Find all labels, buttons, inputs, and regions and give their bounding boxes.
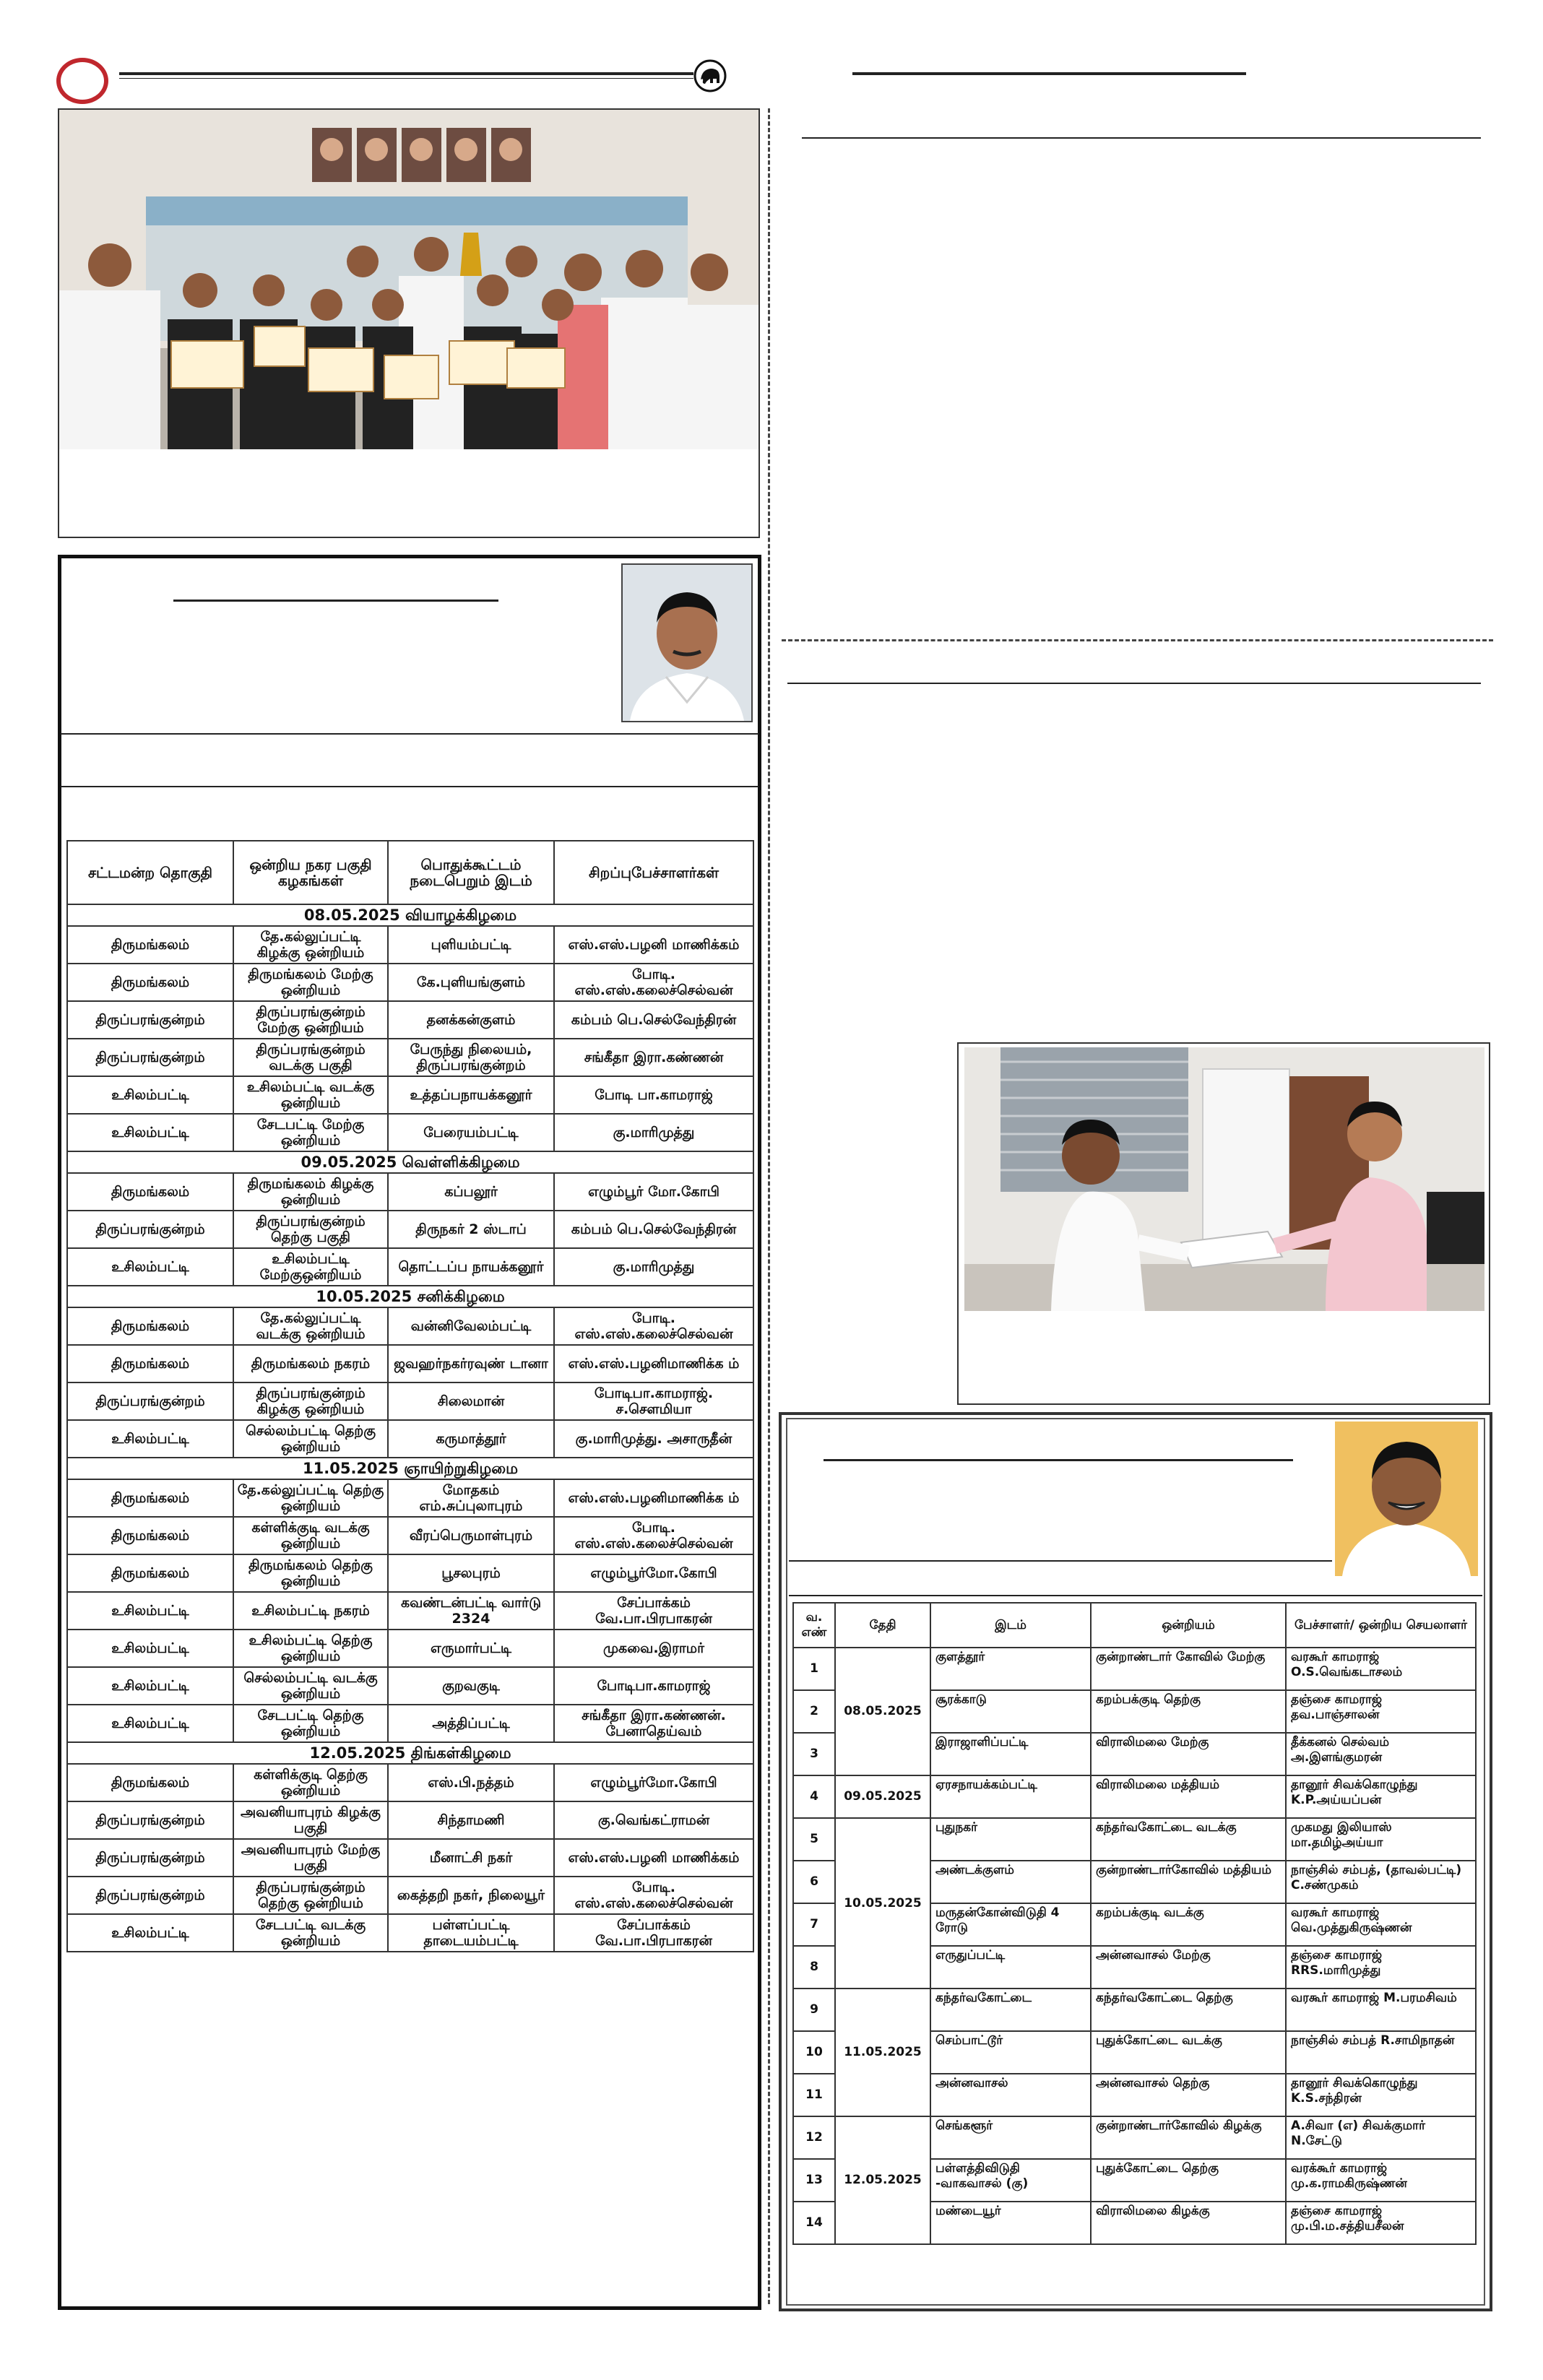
table-cell: கு.மாரிமுத்து. அசாருதீன் [554,1420,753,1458]
table-cell: உசிலம்பட்டி [67,1420,233,1458]
table-cell: குறவகுடி [388,1667,554,1705]
table-cell: திருப்பரங்குன்றம் வடக்கு பகுதி [233,1039,388,1076]
table-cell: புதுநகர் [930,1818,1091,1861]
table-cell: நாஞ்சில் சம்பத் R.சாமிநாதன் [1286,2031,1476,2074]
table-cell: திருமங்கலம் [67,926,233,964]
table-cell: உசிலம்பட்டி தெற்கு ஒன்றியம் [233,1630,388,1667]
table-cell: திருப்பரங்குன்றம் [67,1001,233,1039]
table-row [67,1667,753,1705]
table-cell: A.சிவா (எ) சிவக்குமார் N.சேட்டு [1286,2116,1476,2159]
table-header: சட்டமன்ற தொகுதி [67,841,233,904]
table-row [67,1001,753,1039]
table-cell: திருமங்கலம் [67,1764,233,1801]
table-cell: தானூர் சிவக்கொழுந்து K.P.அய்யப்பன் [1286,1775,1476,1818]
table-row [793,1648,1476,1690]
left-box-divider-2 [61,786,758,787]
table-cell: குன்றாண்டார்கோவில் மத்தியம் [1091,1861,1286,1903]
table-row [67,1248,753,1286]
date-heading: 11.05.2025 ஞாயிற்றுகிழமை [67,1458,753,1479]
table-cell: உசிலம்பட்டி [67,1914,233,1952]
table-cell: முகமது இலியாஸ் மா.தமிழ்அய்யா [1286,1818,1476,1861]
table-row [67,1076,753,1114]
table-cell: சேடபட்டி மேற்கு ஒன்றியம் [233,1114,388,1151]
table-row [67,1479,753,1517]
table-cell: திருநகர் 2 ஸ்டாப் [388,1211,554,1248]
elephant-emblem-icon [693,59,727,92]
table-cell: திருப்பரங்குன்றம் கிழக்கு ஒன்றியம் [233,1382,388,1420]
table-row [67,1554,753,1592]
table-row [67,1039,753,1076]
table-header: ஒன்றியம் [1091,1603,1286,1648]
left-box-divider-1 [61,733,758,735]
table-cell: 10.05.2025 [835,1818,930,1989]
table-header: தேதி [835,1603,930,1648]
table-cell: அத்திப்பட்டி [388,1705,554,1742]
date-heading: 09.05.2025 வெள்ளிக்கிழமை [67,1151,753,1173]
table-cell: சேப்பாக்கம் வே.பா.பிரபாகரன் [554,1914,753,1952]
table-cell: வரகூர் காமராஜ் O.S.வெங்கடாசலம் [1286,1648,1476,1690]
table-cell: 14 [793,2202,835,2244]
table-cell: சிலைமான் [388,1382,554,1420]
date-row [67,1151,753,1173]
date-row [67,1742,753,1764]
table-cell: 6 [793,1861,835,1903]
table-cell: திருமங்கலம் [67,1173,233,1211]
table-cell: போடி. எஸ்.எஸ்.கலைச்செல்வன் [554,1517,753,1554]
table-row [67,964,753,1001]
table-cell: போடிபா.காமராஜ் [554,1667,753,1705]
table-cell: திருப்பரங்குன்றம் [67,1839,233,1877]
table-row [67,1173,753,1211]
table-cell: திருப்பரங்குன்றம் [67,1877,233,1914]
table-cell: 4 [793,1775,835,1818]
table-cell: திருப்பரங்குன்றம் [67,1039,233,1076]
table-cell: 1 [793,1648,835,1690]
table-cell: விராலிமலை மேற்கு [1091,1733,1286,1775]
table-cell: திருப்பரங்குன்றம் தெற்கு பகுதி [233,1211,388,1248]
table-cell: அன்னவாசல் தெற்கு [1091,2074,1286,2116]
table-cell: குன்றாண்டார் கோவில் மேற்கு [1091,1648,1286,1690]
table-cell: 2 [793,1690,835,1733]
table-cell: எஸ்.பி.நத்தம் [388,1764,554,1801]
table-header: வ. எண் [793,1603,835,1648]
table-cell: எழும்பூர்மோ.கோபி [554,1764,753,1801]
table-cell: உசிலம்பட்டி மேற்குஒன்றியம் [233,1248,388,1286]
table-cell: கு.மாரிமுத்து [554,1248,753,1286]
logo-circle [56,58,108,104]
table-cell: பள்ளப்பட்டி தாடையம்பட்டி [388,1914,554,1952]
table-row [67,926,753,964]
table-cell: அன்னவாசல் [930,2074,1091,2116]
table-cell: பேருந்து நிலையம், திருப்பரங்குன்றம் [388,1039,554,1076]
table-cell: கவண்டன்பட்டி வார்டு 2324 [388,1592,554,1630]
table-row [793,2116,1476,2159]
table-cell: வரகூர் காமராஜ் M.பரமசிவம் [1286,1989,1476,2031]
table-cell: குன்றாண்டார்கோவில் கிழக்கு [1091,2116,1286,2159]
table-cell: வீரப்பெருமாள்புரம் [388,1517,554,1554]
table-cell: போடி. எஸ்.எஸ்.கலைச்செல்வன் [554,1307,753,1345]
table-row [67,1382,753,1420]
award-ceremony-photo [59,110,758,449]
table-cell: கந்தர்வகோட்டை தெற்கு [1091,1989,1286,2031]
table-cell: எஸ்.எஸ்.பழனி மாணிக்கம் [554,1839,753,1877]
table-cell: திருமங்கலம் [67,1345,233,1382]
table-cell: திருமங்கலம் [67,1517,233,1554]
table-header: சிறப்புபேச்சாளர்கள் [554,841,753,904]
table-row [793,1818,1476,1861]
table-cell: உசிலம்பட்டி [67,1248,233,1286]
table-cell: விராலிமலை மத்தியம் [1091,1775,1286,1818]
table-cell: உசிலம்பட்டி [67,1667,233,1705]
table-cell: சேடபட்டி வடக்கு ஒன்றியம் [233,1914,388,1952]
date-heading: 10.05.2025 சனிக்கிழமை [67,1286,753,1307]
right-box-divider-1 [789,1560,1332,1562]
table-cell: திருமங்கலம் நகரம் [233,1345,388,1382]
table-cell: உத்தப்பநாயக்கனூர் [388,1076,554,1114]
table-cell: முகவை.இராமர் [554,1630,753,1667]
table-cell: பூசலபுரம் [388,1554,554,1592]
table-cell: கம்பம் பெ.செல்வேந்திரன் [554,1211,753,1248]
table-cell: செல்லம்பட்டி வடக்கு ஒன்றியம் [233,1667,388,1705]
table-cell: கள்ளிக்குடி தெற்கு ஒன்றியம் [233,1764,388,1801]
table-cell: கைத்தறி நகர், நிலையூர் [388,1877,554,1914]
table-cell: தே.கல்லுப்பட்டி தெற்கு ஒன்றியம் [233,1479,388,1517]
table-cell: 7 [793,1903,835,1946]
table-header: ஒன்றிய நகர பகுதி கழகங்கள் [233,841,388,904]
date-row [67,904,753,926]
table-cell: உசிலம்பட்டி [67,1705,233,1742]
column-separator [768,108,770,2304]
table-cell: வன்னிவேலம்பட்டி [388,1307,554,1345]
table-cell: எஸ்.எஸ்.பழனி மாணிக்கம் [554,926,753,964]
table-cell: சங்கீதா இரா.கண்ணன். பேனாதெய்வம் [554,1705,753,1742]
table-row [793,1989,1476,2031]
table-cell: நாஞ்சில் சம்பத், (தாவல்பட்டி) C.சண்முகம் [1286,1861,1476,1903]
table-cell: உசிலம்பட்டி [67,1114,233,1151]
table-cell: கள்ளிக்குடி வடக்கு ஒன்றியம் [233,1517,388,1554]
table-row [67,1307,753,1345]
table-cell: வரகூர் காமராஜ் வெ.முத்துகிருஷ்ணன் [1286,1903,1476,1946]
table-cell: திருப்பரங்குன்றம் தெற்கு ஒன்றியம் [233,1877,388,1914]
table-cell: திருமங்கலம் [67,1554,233,1592]
table-cell: சேடபட்டி தெற்கு ஒன்றியம் [233,1705,388,1742]
table-cell: பேரையம்பட்டி [388,1114,554,1151]
table-row [793,1775,1476,1818]
table-cell: 3 [793,1733,835,1775]
table-cell: மீனாட்சி நகர் [388,1839,554,1877]
table-cell: கு.வெங்கட்ராமன் [554,1801,753,1839]
table-cell: கே.புளியங்குளம் [388,964,554,1001]
table-cell: செல்லம்பட்டி தெற்கு ஒன்றியம் [233,1420,388,1458]
table-cell: செங்களூர் [930,2116,1091,2159]
table-cell: போடி பா.காமராஜ் [554,1076,753,1114]
table-cell: 11 [793,2074,835,2116]
table-cell: புதுக்கோட்டை தெற்கு [1091,2159,1286,2202]
table-cell: சிந்தாமணி [388,1801,554,1839]
table-cell: திருமங்கலம் கிழக்கு ஒன்றியம் [233,1173,388,1211]
table-cell: தஞ்சை காமராஜ் மு.பி.ம.சத்தியசீலன் [1286,2202,1476,2244]
table-cell: சங்கீதா இரா.கண்ணன் [554,1039,753,1076]
right-schedule-table [792,1602,1477,2245]
table-row [67,1914,753,1952]
table-cell: 10 [793,2031,835,2074]
table-cell: திருப்பரங்குன்றம் [67,1382,233,1420]
table-row [67,1114,753,1151]
table-cell: உசிலம்பட்டி நகரம் [233,1592,388,1630]
leader-portrait-left [621,563,753,722]
table-cell: புதுக்கோட்டை வடக்கு [1091,2031,1286,2074]
table-cell: திருமங்கலம் தெற்கு ஒன்றியம் [233,1554,388,1592]
table-cell: திருமங்கலம் [67,964,233,1001]
table-cell: அவனியாபுரம் கிழக்கு பகுதி [233,1801,388,1839]
table-cell: சூரக்காடு [930,1690,1091,1733]
table-cell: அவனியாபுரம் மேற்கு பகுதி [233,1839,388,1877]
table-cell: விராலிமலை கிழக்கு [1091,2202,1286,2244]
document-handover-photo [964,1047,1484,1311]
table-cell: எருதுப்பட்டி [930,1946,1091,1989]
table-cell: தீக்கனல் செல்வம் அ.இளங்குமரன் [1286,1733,1476,1775]
table-cell: திருமங்கலம் [67,1479,233,1517]
table-row [67,1345,753,1382]
table-cell: தே.கல்லுப்பட்டி கிழக்கு ஒன்றியம் [233,926,388,964]
table-cell: குளத்தூர் [930,1648,1091,1690]
table-cell: தே.கல்லுப்பட்டி வடக்கு ஒன்றியம் [233,1307,388,1345]
table-cell: உசிலம்பட்டி [67,1592,233,1630]
table-cell: கறம்பக்குடி தெற்கு [1091,1690,1286,1733]
table-row [67,1592,753,1630]
table-cell: தஞ்சை காமராஜ் தவ.பாஞ்சாலன் [1286,1690,1476,1733]
right-box-divider-2 [789,1595,1482,1596]
table-cell: மண்டையூர் [930,2202,1091,2244]
date-heading: 08.05.2025 வியாழக்கிழமை [67,904,753,926]
right-mid-rule [787,683,1481,684]
table-cell: கந்தர்வகோட்டை வடக்கு [1091,1818,1286,1861]
table-row [67,1764,753,1801]
table-cell: கறம்பக்குடி வடக்கு [1091,1903,1286,1946]
table-row [67,1211,753,1248]
table-cell: வரக்கூர் காமராஜ் மு.க.ராமகிருஷ்ணன் [1286,2159,1476,2202]
table-cell: 09.05.2025 [835,1775,930,1818]
table-cell: திருப்பரங்குன்றம் [67,1211,233,1248]
right-top-rule [802,137,1481,139]
table-cell: எஸ்.எஸ்.பழனிமாணிக்க ம் [554,1345,753,1382]
right-section-heading-rule [824,1459,1293,1461]
masthead-rule-left-thin [119,78,693,79]
table-cell: 08.05.2025 [835,1648,930,1775]
table-cell: உசிலம்பட்டி வடக்கு ஒன்றியம் [233,1076,388,1114]
table-cell: எழும்பூர் மோ.கோபி [554,1173,753,1211]
table-cell: 12 [793,2116,835,2159]
table-cell: மோதகம் எம்.சுப்புலாபுரம் [388,1479,554,1517]
table-cell: கப்பலூர் [388,1173,554,1211]
table-cell: புளியம்பட்டி [388,926,554,964]
table-cell: கருமாத்தூர் [388,1420,554,1458]
table-cell: 12.05.2025 [835,2116,930,2244]
table-cell: எருமார்பட்டி [388,1630,554,1667]
leader-portrait-right [1335,1421,1478,1576]
table-header: பொதுக்கூட்டம் நடைபெறும் இடம் [388,841,554,904]
right-dashed-separator [782,639,1493,641]
table-cell: 9 [793,1989,835,2031]
table-cell: செம்பாட்டூர் [930,2031,1091,2074]
table-header: பேச்சாளர்/ ஒன்றிய செயலாளர் [1286,1603,1476,1648]
table-row [67,1517,753,1554]
table-cell: 8 [793,1946,835,1989]
table-cell: உசிலம்பட்டி [67,1076,233,1114]
table-cell: போடிபா.காமராஜ். ச.சௌமியா [554,1382,753,1420]
table-cell: கு.மாரிமுத்து [554,1114,753,1151]
masthead-rule-right [852,72,1246,75]
table-row [67,1420,753,1458]
table-cell: எஸ்.எஸ்.பழனிமாணிக்க ம் [554,1479,753,1517]
table-cell: இராஜாளிப்பட்டி [930,1733,1091,1775]
table-cell: தஞ்சை காமராஜ் RRS.மாரிமுத்து [1286,1946,1476,1989]
table-cell: ஏரசநாயக்கம்பட்டி [930,1775,1091,1818]
table-cell: கந்தர்வகோட்டை [930,1989,1091,2031]
table-row [67,1630,753,1667]
table-cell: ஜவஹர்நகர்ரவுண் டானா [388,1345,554,1382]
table-cell: தானூர் சிவக்கொழுந்து K.S.சந்திரன் [1286,2074,1476,2116]
table-cell: திருப்பரங்குன்றம் [67,1801,233,1839]
table-row [67,1877,753,1914]
table-cell: தொட்டப்ப நாயக்கனூர் [388,1248,554,1286]
table-cell: திருப்பரங்குன்றம் மேற்கு ஒன்றியம் [233,1001,388,1039]
date-heading: 12.05.2025 திங்கள்கிழமை [67,1742,753,1764]
masthead-rule-left [119,72,693,75]
table-cell: திருமங்கலம் மேற்கு ஒன்றியம் [233,964,388,1001]
table-cell: 11.05.2025 [835,1989,930,2116]
table-cell: போடி. எஸ்.எஸ்.கலைச்செல்வன் [554,964,753,1001]
table-cell: 5 [793,1818,835,1861]
table-cell: அண்டக்குளம் [930,1861,1091,1903]
table-header: இடம் [930,1603,1091,1648]
table-cell: சேப்பாக்கம் வே.பா.பிரபாகரன் [554,1592,753,1630]
table-row [67,1839,753,1877]
left-schedule-table [66,840,754,1952]
table-row [67,1705,753,1742]
table-cell: தனக்கன்குளம் [388,1001,554,1039]
table-cell: எழும்பூர்மோ.கோபி [554,1554,753,1592]
table-cell: திருமங்கலம் [67,1307,233,1345]
left-section-heading-rule [173,600,498,602]
table-cell: பள்ளத்திவிடுதி -வாகவாசல் (கு) [930,2159,1091,2202]
date-row [67,1458,753,1479]
table-cell: கம்பம் பெ.செல்வேந்திரன் [554,1001,753,1039]
table-cell: அன்னவாசல் மேற்கு [1091,1946,1286,1989]
table-cell: மருதன்கோன்விடுதி 4 ரோடு [930,1903,1091,1946]
date-row [67,1286,753,1307]
table-row [67,1801,753,1839]
table-cell: போடி. எஸ்.எஸ்.கலைச்செல்வன் [554,1877,753,1914]
table-cell: உசிலம்பட்டி [67,1630,233,1667]
table-cell: 13 [793,2159,835,2202]
